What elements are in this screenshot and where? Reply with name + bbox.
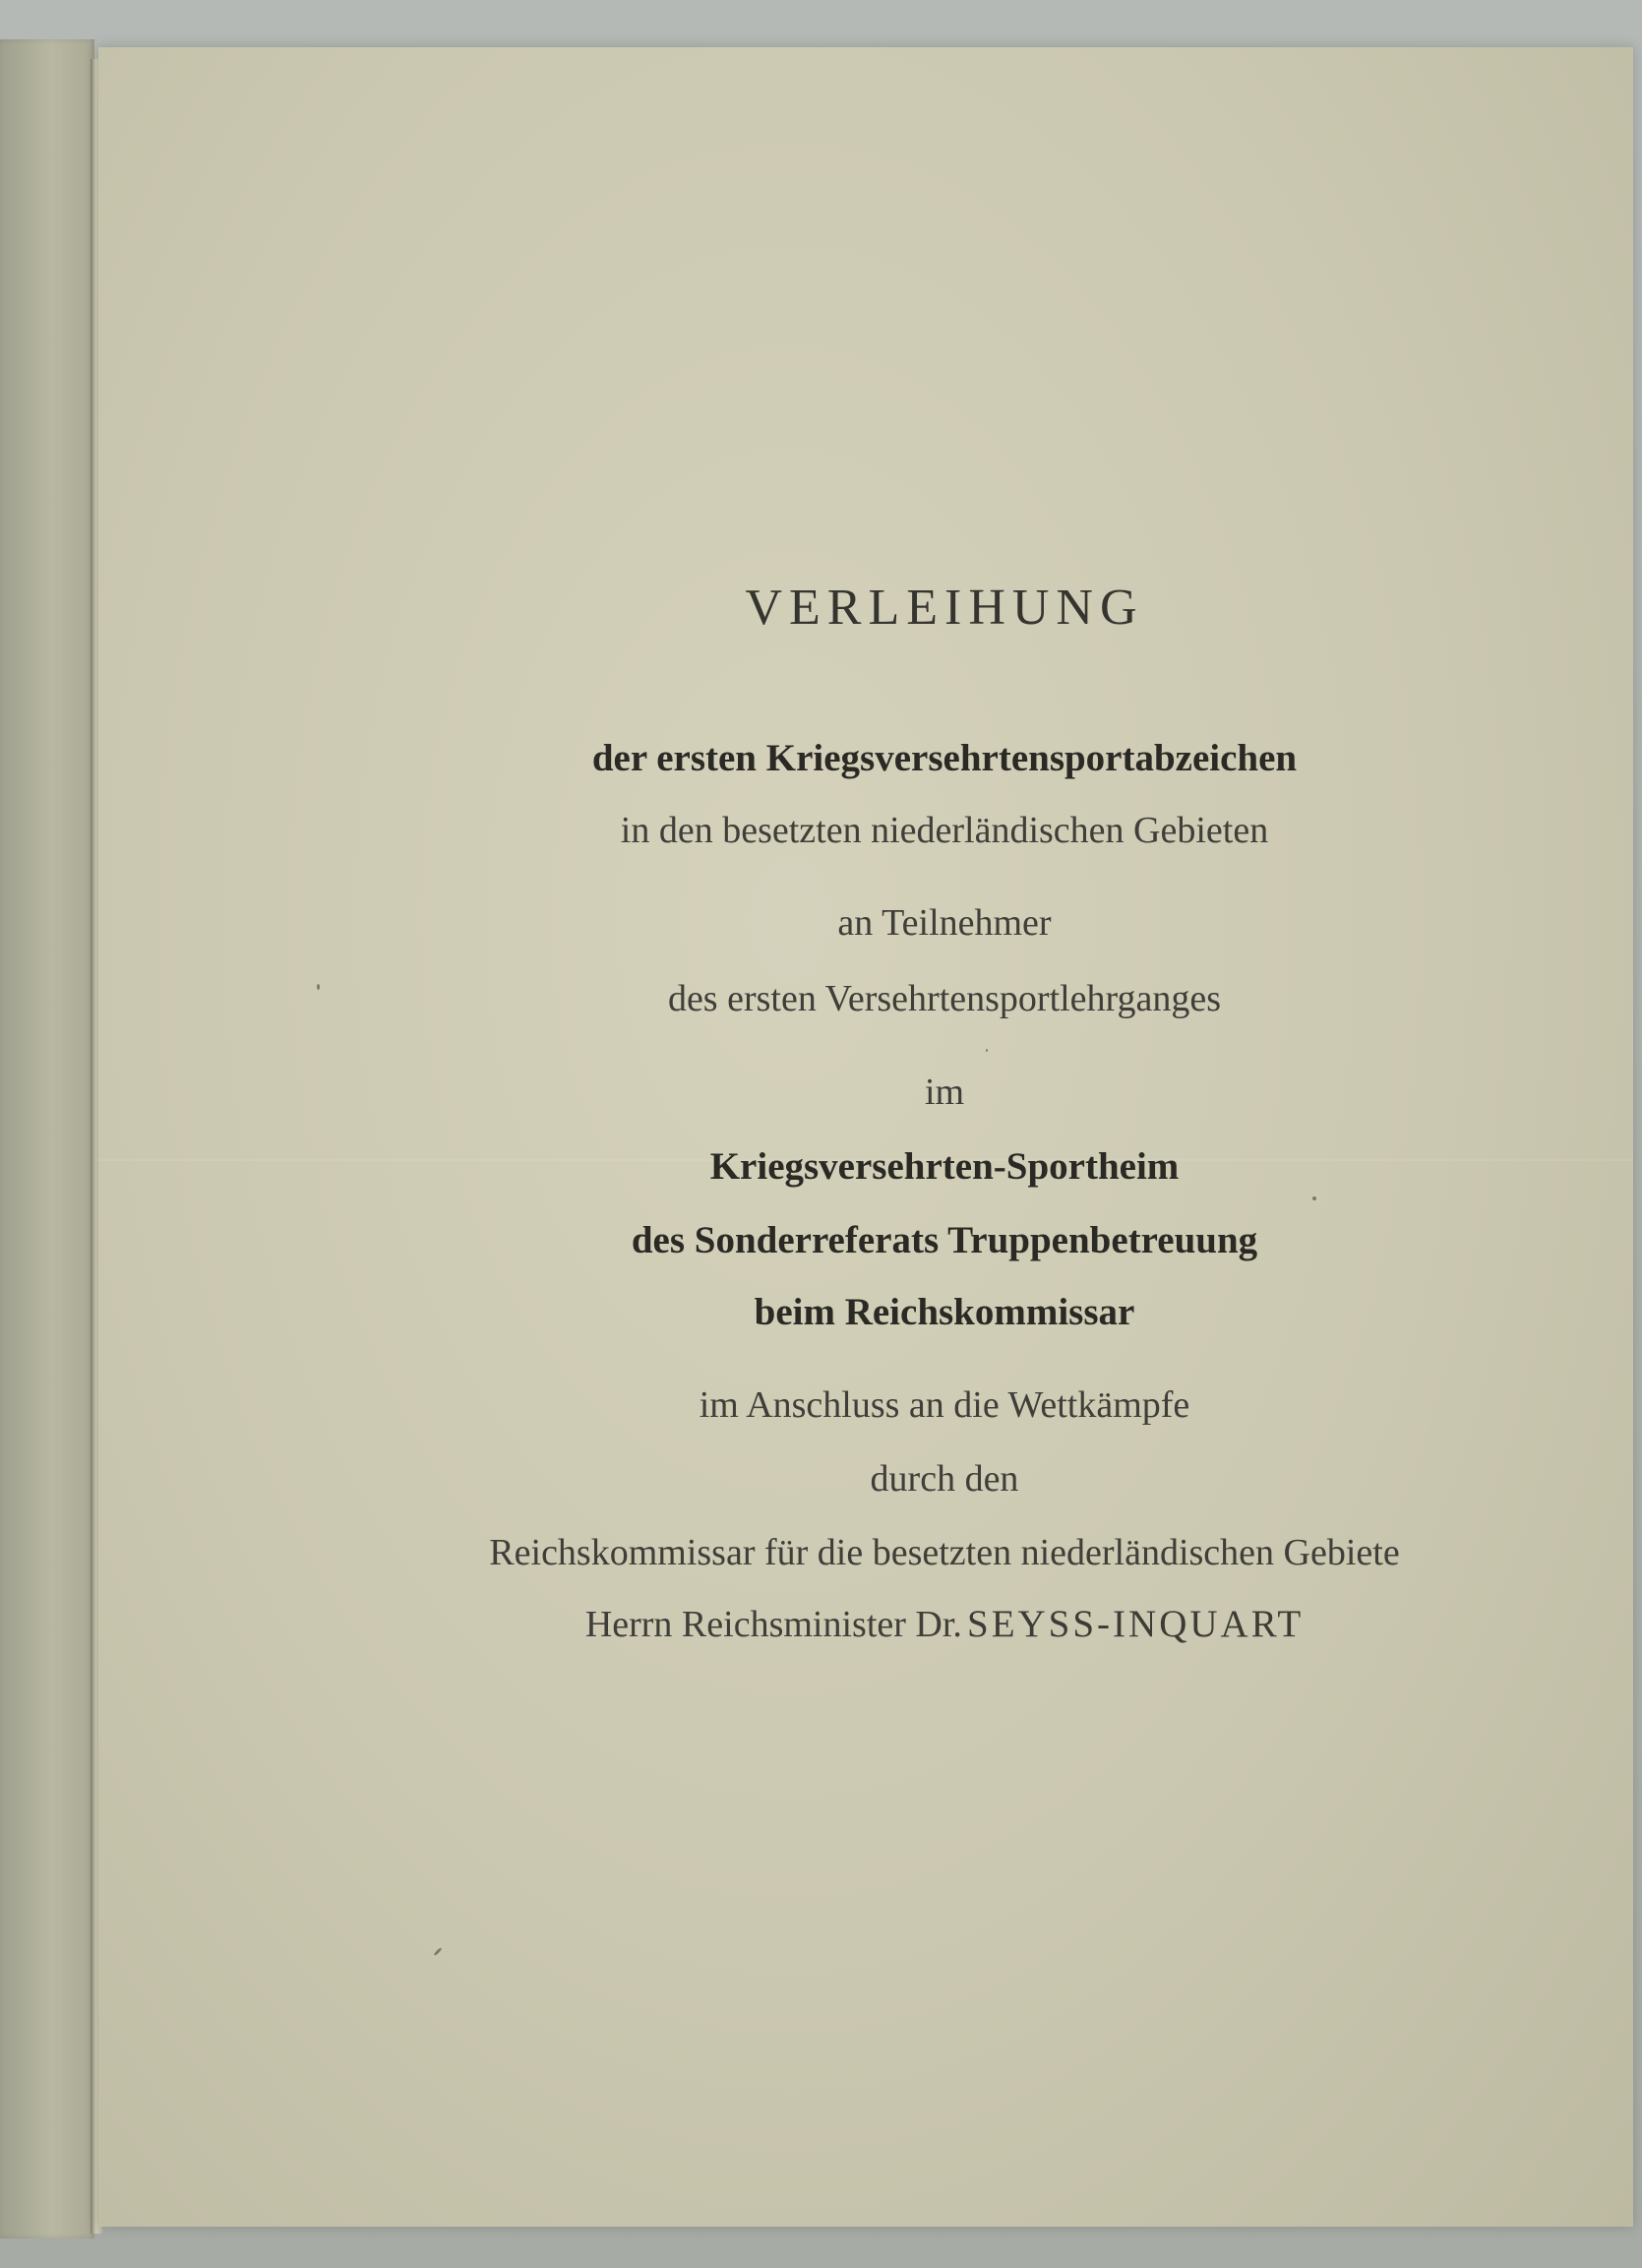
text-line: an Teilnehmer [837, 902, 1052, 944]
text-line: des Sonderreferats Truppenbetreuung [631, 1219, 1258, 1261]
text-line: des ersten Versehrtensportlehrganges [667, 978, 1222, 1019]
document-title: VERLEIHUNG [745, 580, 1144, 636]
paper-speck [986, 1049, 988, 1052]
paper-speck [433, 1947, 442, 1956]
text-line: Reichskommissar für die besetzten niederländischen Gebiete [489, 1532, 1400, 1573]
text-line: im Anschluss an die Wettkämpfe [699, 1384, 1190, 1426]
text-line: der ersten Kriegsversehrtensportabzeichen [591, 737, 1298, 779]
closing-prefix: Herrn Reichsminister Dr. [584, 1604, 962, 1645]
text-line: beim Reichskommissar [754, 1291, 1135, 1333]
closing-name: SEYSS-INQUART [967, 1603, 1305, 1645]
text-line: im [924, 1072, 965, 1113]
text-line: Kriegsversehrten-Sportheim [709, 1145, 1180, 1188]
paper-speck [1312, 1196, 1316, 1200]
text-line: durch den [870, 1458, 1019, 1500]
document-page [98, 47, 1633, 2227]
closing-line [275, 1602, 1613, 1646]
text-line: in den besetzten niederländischen Gebieten [620, 810, 1269, 851]
left-page-edge [0, 39, 94, 2238]
